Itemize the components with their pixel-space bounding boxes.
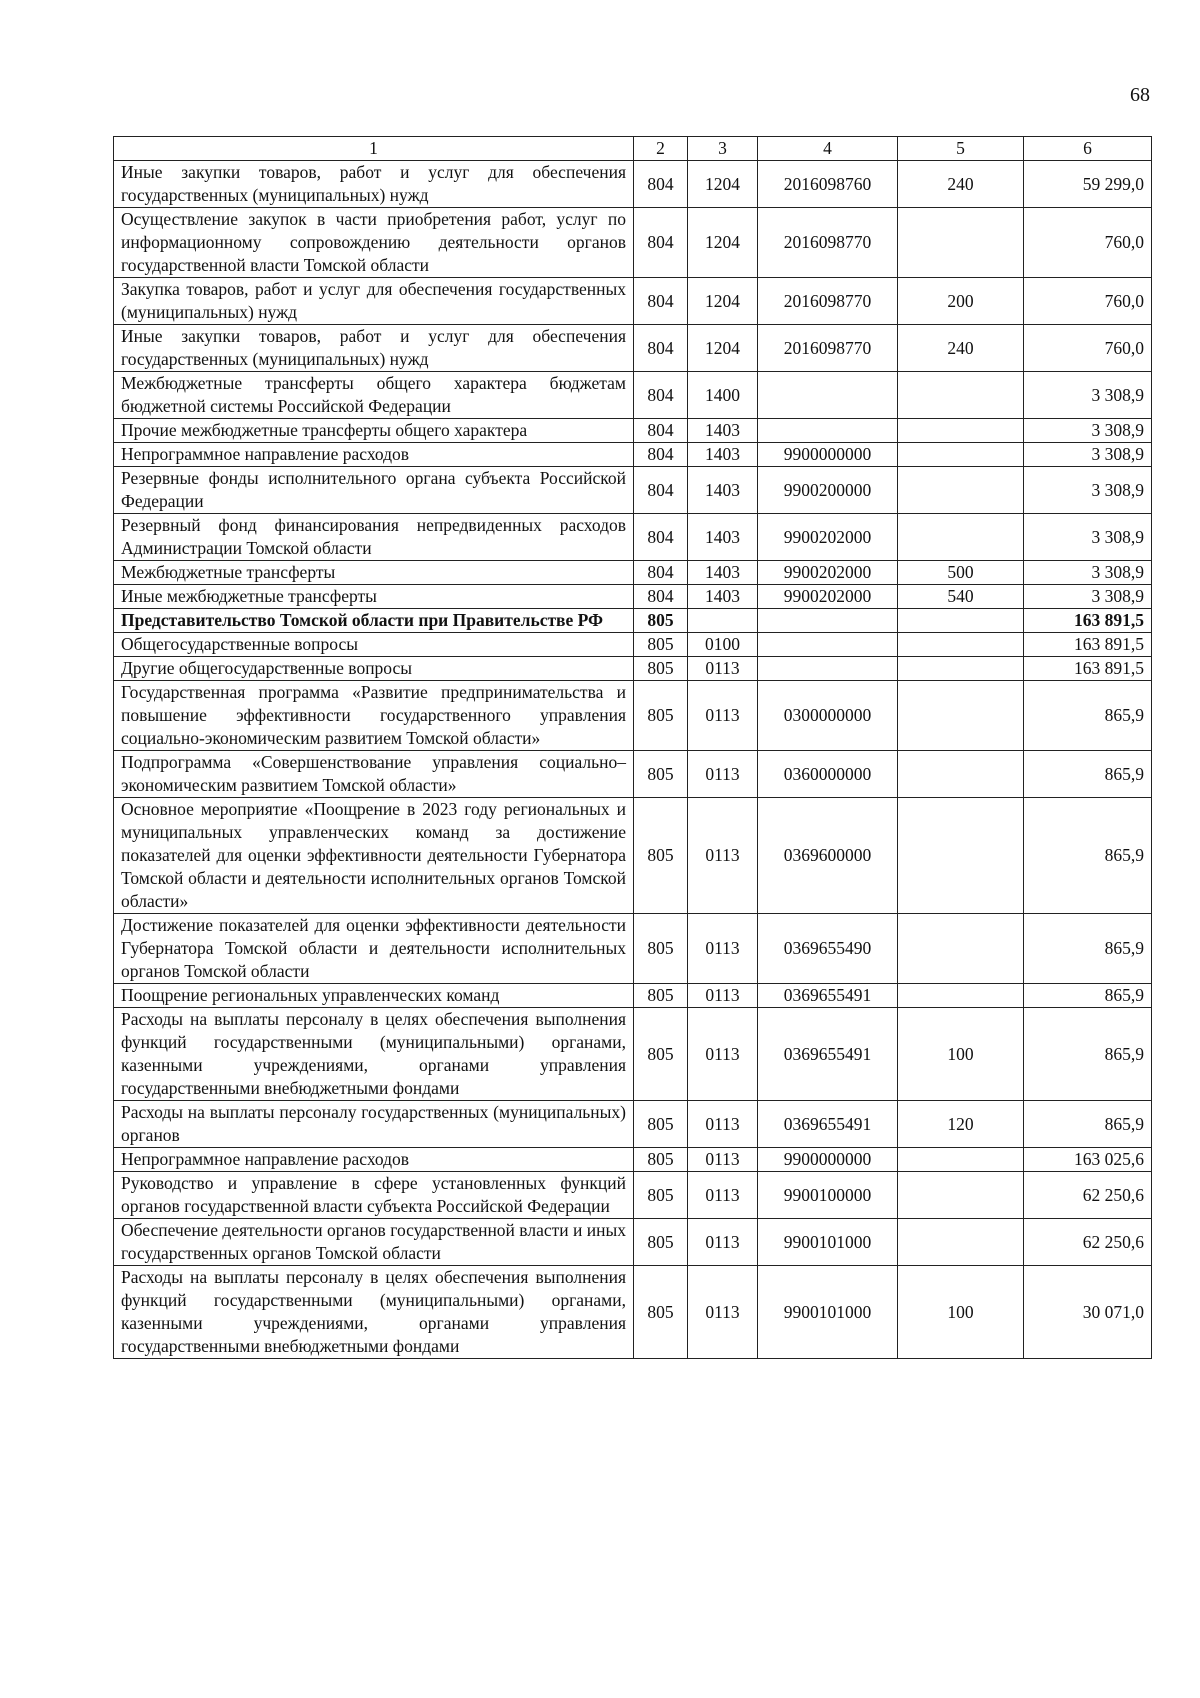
- row-name: Руководство и управление в сфере установленных функций органов государственной власти субъекта Российской Федерации: [114, 1172, 634, 1219]
- row-expense-type: [898, 467, 1024, 514]
- table-row: [114, 443, 1152, 467]
- table-row: [114, 419, 1152, 443]
- table-row: [114, 984, 1152, 1008]
- row-amount: 865,9: [1024, 984, 1152, 1008]
- row-amount: 3 308,9: [1024, 585, 1152, 609]
- row-target-article: 9900200000: [758, 467, 898, 514]
- table-row: [114, 467, 1152, 514]
- row-ministry-code: 805: [634, 657, 688, 681]
- row-amount: 163 891,5: [1024, 609, 1152, 633]
- table-row: [114, 751, 1152, 798]
- row-section-code: [688, 609, 758, 633]
- table-row: [114, 278, 1152, 325]
- row-expense-type: [898, 1172, 1024, 1219]
- row-expense-type: [898, 751, 1024, 798]
- row-target-article: 2016098770: [758, 325, 898, 372]
- row-section-code: 1403: [688, 467, 758, 514]
- table-row: [114, 798, 1152, 914]
- table-row: [114, 1172, 1152, 1219]
- row-expense-type: [898, 1148, 1024, 1172]
- row-section-code: 0113: [688, 1219, 758, 1266]
- row-section-code: 0113: [688, 1008, 758, 1101]
- row-name: Поощрение региональных управленческих команд: [114, 984, 634, 1008]
- row-section-code: 0113: [688, 1266, 758, 1359]
- row-name: Подпрограмма «Совершенствование управления социально–экономическим развитием Томской области»: [114, 751, 634, 798]
- row-section-code: 0113: [688, 798, 758, 914]
- row-ministry-code: 805: [634, 1266, 688, 1359]
- row-name: Прочие межбюджетные трансферты общего характера: [114, 419, 634, 443]
- header-col-5: 5: [898, 137, 1024, 161]
- row-ministry-code: 804: [634, 372, 688, 419]
- table-row: [114, 633, 1152, 657]
- row-expense-type: [898, 372, 1024, 419]
- row-target-article: 0360000000: [758, 751, 898, 798]
- row-expense-type: [898, 1219, 1024, 1266]
- row-expense-type: [898, 609, 1024, 633]
- row-expense-type: 120: [898, 1101, 1024, 1148]
- table-row: [114, 1008, 1152, 1101]
- row-section-code: 0113: [688, 914, 758, 984]
- row-expense-type: [898, 419, 1024, 443]
- row-name: Государственная программа «Развитие предпринимательства и повышение эффективности государственного управления социально-экономическим развитием Томской области»: [114, 681, 634, 751]
- row-amount: 3 308,9: [1024, 372, 1152, 419]
- table-row: [114, 1101, 1152, 1148]
- row-ministry-code: 805: [634, 798, 688, 914]
- header-col-3: 3: [688, 137, 758, 161]
- row-amount: 3 308,9: [1024, 561, 1152, 585]
- row-target-article: 9900202000: [758, 561, 898, 585]
- row-ministry-code: 804: [634, 161, 688, 208]
- table-row: [114, 1219, 1152, 1266]
- row-target-article: 9900202000: [758, 514, 898, 561]
- row-name: Иные закупки товаров, работ и услуг для обеспечения государственных (муниципальных) нужд: [114, 161, 634, 208]
- row-target-article: 0369655491: [758, 1101, 898, 1148]
- table-body: [114, 161, 1152, 1359]
- row-section-code: 1204: [688, 161, 758, 208]
- row-ministry-code: 804: [634, 561, 688, 585]
- row-name: Резервные фонды исполнительного органа субъекта Российской Федерации: [114, 467, 634, 514]
- row-amount: 760,0: [1024, 278, 1152, 325]
- row-section-code: 0113: [688, 1101, 758, 1148]
- row-amount: 3 308,9: [1024, 467, 1152, 514]
- header-col-2: 2: [634, 137, 688, 161]
- budget-table: [113, 136, 1152, 1359]
- row-ministry-code: 805: [634, 1101, 688, 1148]
- row-target-article: 0369655491: [758, 984, 898, 1008]
- row-name: Иные межбюджетные трансферты: [114, 585, 634, 609]
- row-section-code: 1204: [688, 208, 758, 278]
- row-target-article: 2016098760: [758, 161, 898, 208]
- row-target-article: 9900000000: [758, 443, 898, 467]
- row-section-code: 1403: [688, 561, 758, 585]
- row-expense-type: 500: [898, 561, 1024, 585]
- row-ministry-code: 804: [634, 208, 688, 278]
- row-name: Другие общегосударственные вопросы: [114, 657, 634, 681]
- row-amount: 62 250,6: [1024, 1219, 1152, 1266]
- row-target-article: [758, 633, 898, 657]
- row-section-code: 0113: [688, 751, 758, 798]
- row-ministry-code: 804: [634, 325, 688, 372]
- row-expense-type: [898, 681, 1024, 751]
- table-row: [114, 609, 1152, 633]
- header-col-6: 6: [1024, 137, 1152, 161]
- row-target-article: 0300000000: [758, 681, 898, 751]
- row-target-article: [758, 419, 898, 443]
- row-name: Осуществление закупок в части приобретения работ, услуг по информационному сопровождению деятельности органов государственной власти Томской области: [114, 208, 634, 278]
- header-col-4: 4: [758, 137, 898, 161]
- row-amount: 760,0: [1024, 325, 1152, 372]
- row-ministry-code: 804: [634, 585, 688, 609]
- row-target-article: 9900101000: [758, 1266, 898, 1359]
- row-name: Обеспечение деятельности органов государственной власти и иных государственных органов Томской области: [114, 1219, 634, 1266]
- row-ministry-code: 805: [634, 1008, 688, 1101]
- table-row: [114, 161, 1152, 208]
- row-amount: 865,9: [1024, 798, 1152, 914]
- row-amount: 865,9: [1024, 681, 1152, 751]
- row-name: Непрограммное направление расходов: [114, 443, 634, 467]
- row-ministry-code: 804: [634, 514, 688, 561]
- row-expense-type: [898, 657, 1024, 681]
- row-expense-type: 100: [898, 1266, 1024, 1359]
- page-number: 68: [1130, 84, 1150, 106]
- row-target-article: 2016098770: [758, 278, 898, 325]
- row-section-code: 0113: [688, 657, 758, 681]
- row-ministry-code: 805: [634, 609, 688, 633]
- row-amount: 163 891,5: [1024, 657, 1152, 681]
- row-name: Закупка товаров, работ и услуг для обеспечения государственных (муниципальных) нужд: [114, 278, 634, 325]
- row-expense-type: 200: [898, 278, 1024, 325]
- row-ministry-code: 805: [634, 1172, 688, 1219]
- row-target-article: 2016098770: [758, 208, 898, 278]
- row-name: Представительство Томской области при Правительстве РФ: [114, 609, 634, 633]
- row-section-code: 1403: [688, 585, 758, 609]
- row-amount: 30 071,0: [1024, 1266, 1152, 1359]
- row-amount: 865,9: [1024, 1008, 1152, 1101]
- row-name: Иные закупки товаров, работ и услуг для обеспечения государственных (муниципальных) нужд: [114, 325, 634, 372]
- row-ministry-code: 804: [634, 467, 688, 514]
- row-name: Основное мероприятие «Поощрение в 2023 году региональных и муниципальных управленческих команд за достижение показателей для оценки эффективности деятельности Губернатора Томской области и деятельности исполнительных органов Томской области»: [114, 798, 634, 914]
- row-name: Межбюджетные трансферты: [114, 561, 634, 585]
- row-name: Расходы на выплаты персоналу государственных (муниципальных) органов: [114, 1101, 634, 1148]
- row-name: Межбюджетные трансферты общего характера бюджетам бюджетной системы Российской Федерации: [114, 372, 634, 419]
- row-expense-type: [898, 984, 1024, 1008]
- row-expense-type: [898, 514, 1024, 561]
- row-target-article: 0369600000: [758, 798, 898, 914]
- header-col-1: 1: [114, 137, 634, 161]
- row-target-article: 9900000000: [758, 1148, 898, 1172]
- row-expense-type: [898, 633, 1024, 657]
- row-section-code: 0113: [688, 681, 758, 751]
- table-row: [114, 585, 1152, 609]
- row-expense-type: [898, 798, 1024, 914]
- row-amount: 760,0: [1024, 208, 1152, 278]
- row-amount: 865,9: [1024, 751, 1152, 798]
- row-expense-type: 240: [898, 325, 1024, 372]
- table-row: [114, 657, 1152, 681]
- row-name: Общегосударственные вопросы: [114, 633, 634, 657]
- row-ministry-code: 805: [634, 1219, 688, 1266]
- row-expense-type: [898, 914, 1024, 984]
- row-ministry-code: 804: [634, 278, 688, 325]
- row-target-article: [758, 372, 898, 419]
- row-amount: 59 299,0: [1024, 161, 1152, 208]
- row-section-code: 0113: [688, 1148, 758, 1172]
- table-row: [114, 914, 1152, 984]
- row-section-code: 0100: [688, 633, 758, 657]
- row-name: Достижение показателей для оценки эффективности деятельности Губернатора Томской области и деятельности исполнительных органов Томской области: [114, 914, 634, 984]
- row-amount: 3 308,9: [1024, 419, 1152, 443]
- row-ministry-code: 805: [634, 751, 688, 798]
- row-target-article: 9900101000: [758, 1219, 898, 1266]
- row-name: Расходы на выплаты персоналу в целях обеспечения выполнения функций государственными (муниципальными) органами, казенными учреждениями, органами управления государственными внебюджетными фондами: [114, 1266, 634, 1359]
- row-section-code: 1403: [688, 419, 758, 443]
- row-ministry-code: 805: [634, 681, 688, 751]
- row-ministry-code: 805: [634, 914, 688, 984]
- row-section-code: 0113: [688, 984, 758, 1008]
- table-row: [114, 561, 1152, 585]
- row-expense-type: [898, 208, 1024, 278]
- row-amount: 163 891,5: [1024, 633, 1152, 657]
- table-header-row: [114, 137, 1152, 161]
- row-target-article: [758, 609, 898, 633]
- row-amount: 62 250,6: [1024, 1172, 1152, 1219]
- row-target-article: [758, 657, 898, 681]
- row-amount: 163 025,6: [1024, 1148, 1152, 1172]
- table-row: [114, 1266, 1152, 1359]
- row-section-code: 1204: [688, 325, 758, 372]
- row-name: Непрограммное направление расходов: [114, 1148, 634, 1172]
- row-ministry-code: 805: [634, 984, 688, 1008]
- table-row: [114, 681, 1152, 751]
- row-section-code: 1204: [688, 278, 758, 325]
- row-ministry-code: 805: [634, 633, 688, 657]
- row-section-code: 0113: [688, 1172, 758, 1219]
- row-expense-type: 100: [898, 1008, 1024, 1101]
- row-amount: 865,9: [1024, 1101, 1152, 1148]
- row-amount: 865,9: [1024, 914, 1152, 984]
- row-target-article: 0369655490: [758, 914, 898, 984]
- row-expense-type: 540: [898, 585, 1024, 609]
- table-row: [114, 208, 1152, 278]
- row-amount: 3 308,9: [1024, 514, 1152, 561]
- row-target-article: 9900100000: [758, 1172, 898, 1219]
- row-ministry-code: 804: [634, 419, 688, 443]
- row-expense-type: [898, 443, 1024, 467]
- row-section-code: 1403: [688, 443, 758, 467]
- row-section-code: 1400: [688, 372, 758, 419]
- row-ministry-code: 804: [634, 443, 688, 467]
- row-ministry-code: 805: [634, 1148, 688, 1172]
- table-row: [114, 325, 1152, 372]
- row-section-code: 1403: [688, 514, 758, 561]
- row-name: Резервный фонд финансирования непредвиденных расходов Администрации Томской области: [114, 514, 634, 561]
- table-row: [114, 1148, 1152, 1172]
- table-row: [114, 514, 1152, 561]
- row-target-article: 9900202000: [758, 585, 898, 609]
- table-row: [114, 372, 1152, 419]
- row-expense-type: 240: [898, 161, 1024, 208]
- row-name: Расходы на выплаты персоналу в целях обеспечения выполнения функций государственными (муниципальными) органами, казенными учреждениями, органами управления государственными внебюджетными фондами: [114, 1008, 634, 1101]
- row-target-article: 0369655491: [758, 1008, 898, 1101]
- row-amount: 3 308,9: [1024, 443, 1152, 467]
